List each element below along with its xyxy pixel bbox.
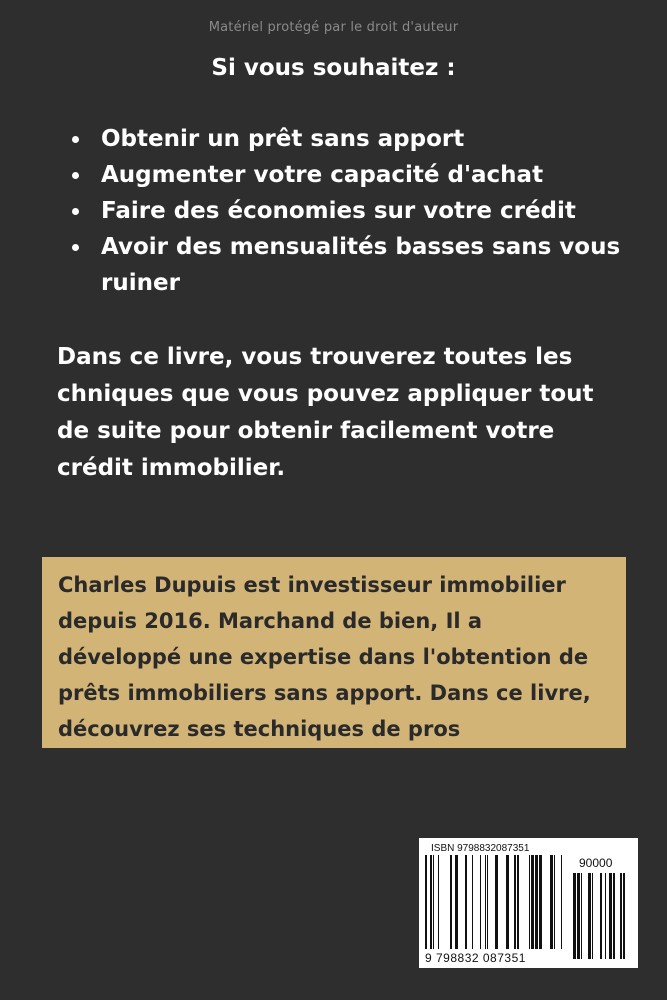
barcode-bar bbox=[600, 873, 602, 959]
barcode-bar bbox=[609, 873, 612, 959]
barcode-bar bbox=[561, 855, 562, 949]
barcode-bar bbox=[450, 855, 452, 949]
barcode-bar bbox=[465, 855, 467, 949]
barcode-bar bbox=[433, 855, 434, 949]
barcode-bar bbox=[535, 855, 538, 949]
benefit-item: Avoir des mensualités basses sans vous ruiner bbox=[62, 229, 642, 301]
barcode-bar bbox=[425, 855, 427, 949]
barcode-bar bbox=[554, 855, 555, 949]
benefit-item: Obtenir un prêt sans apport bbox=[62, 121, 642, 157]
benefit-item: Augmenter votre capacité d'achat bbox=[62, 157, 642, 193]
author-bio-text: Charles Dupuis est investisseur immobilier depuis 2016. Marchand de bien, Il a développé une expertise dans l'obtention de prêts immobiliers sans apport. Dans ce livre, découvrez ses techniques de pros bbox=[58, 573, 591, 741]
barcode-bar bbox=[605, 873, 606, 959]
intro-heading: Si vous souhaitez : bbox=[211, 55, 456, 81]
barcode-bar bbox=[472, 855, 473, 949]
barcode-bar bbox=[514, 855, 516, 949]
benefit-item: Faire des économies sur votre crédit bbox=[62, 193, 642, 229]
barcode-bar bbox=[529, 855, 530, 949]
barcode-bar bbox=[613, 873, 615, 959]
barcode-bar bbox=[531, 855, 534, 949]
barcode-bar bbox=[495, 855, 498, 949]
author-bio-box bbox=[42, 557, 626, 748]
barcode-digits: 9 798832 087351 bbox=[425, 951, 526, 965]
barcode-bar bbox=[588, 873, 591, 959]
isbn-barcode bbox=[419, 838, 638, 968]
barcode-bars-main bbox=[425, 855, 565, 949]
barcode-bar bbox=[480, 855, 481, 949]
barcode-bar bbox=[430, 855, 432, 949]
barcode-bar bbox=[539, 855, 542, 949]
barcode-bar bbox=[506, 855, 509, 949]
copyright-watermark-top: Matériel protégé par le droit d'auteur bbox=[208, 20, 459, 35]
barcode-bar bbox=[620, 873, 622, 959]
benefits-list bbox=[62, 121, 642, 301]
barcode-bar bbox=[550, 855, 553, 949]
barcode-bar bbox=[455, 855, 458, 949]
barcode-bar bbox=[623, 873, 625, 959]
book-description: Dans ce livre, vous trouverez toutes les chniques que vous pouvez appliquer tout de suite pour obtenir facilement votre crédit immobilier. bbox=[57, 344, 594, 481]
barcode-bar bbox=[573, 873, 576, 959]
barcode-bar bbox=[581, 873, 582, 959]
barcode-bar bbox=[592, 873, 593, 959]
isbn-label: ISBN 9798832087351 bbox=[431, 843, 530, 854]
barcode-addon-code: 90000 bbox=[579, 856, 613, 870]
barcode-bar bbox=[577, 873, 580, 959]
barcode-bars-addon bbox=[573, 873, 631, 959]
barcode-bar bbox=[485, 855, 486, 949]
barcode-bar bbox=[438, 855, 439, 949]
barcode-bar bbox=[487, 855, 488, 949]
barcode-bar bbox=[517, 855, 519, 949]
